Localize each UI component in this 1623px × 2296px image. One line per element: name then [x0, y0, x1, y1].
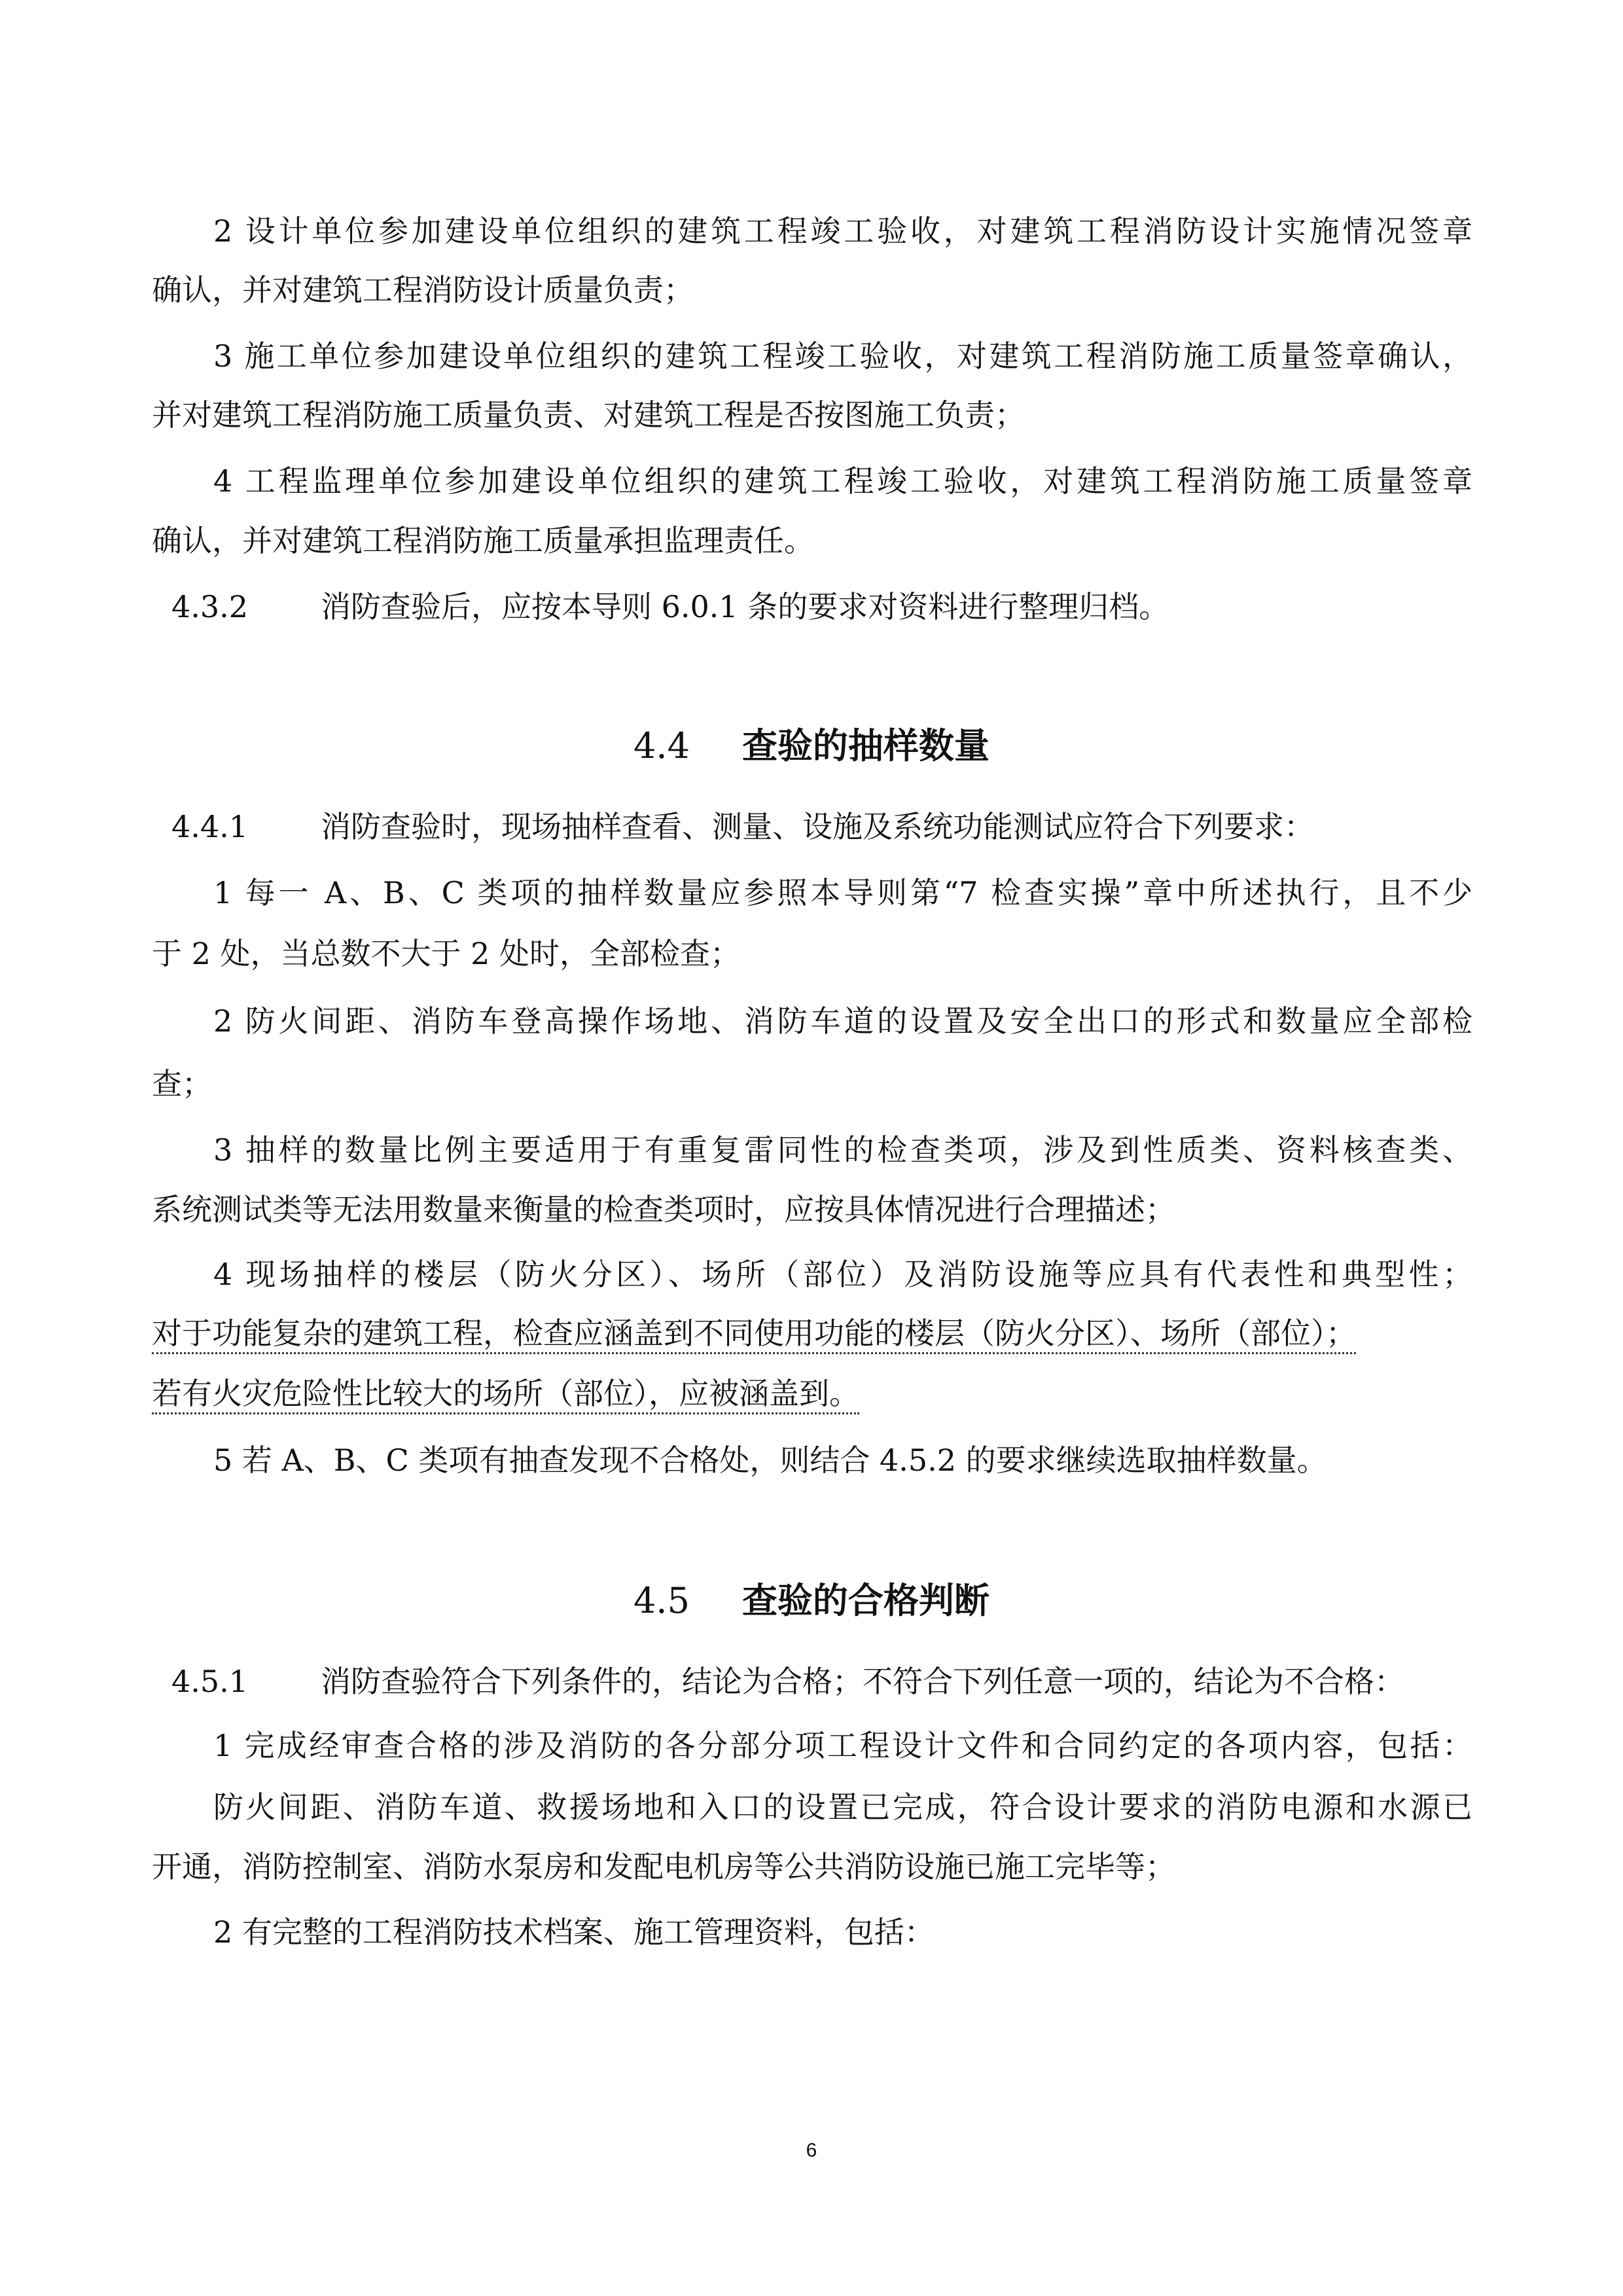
text-line: 确认，并对建筑工程消防设计质量负责；: [152, 272, 694, 308]
clause-4-3-2: [171, 587, 1169, 626]
text-line: 开通，消防控制室、消防水泵房和发配电机房等公共消防设施已施工完毕等；: [152, 1849, 1175, 1884]
text-line-underlined: [152, 1314, 1356, 1353]
clause-text: 消防查验时，现场抽样查看、测量、设施及系统功能测试应符合下列要求：: [321, 809, 1314, 844]
text-line: 系统测试类等无法用数量来衡量的检查类项时，应按具体情况进行合理描述；: [152, 1192, 1175, 1227]
text-line: 1 完成经审查合格的涉及消防的各分部分项工程设计文件和合同约定的各项内容，包括：: [213, 1728, 1472, 1763]
section-heading-4-4: [0, 723, 1623, 770]
text-line: 并对建筑工程消防施工质量负责、对建筑工程是否按图施工负责；: [152, 397, 1025, 433]
dotted-underline-text: 对于功能复杂的建筑工程，检查应涵盖到不同使用功能的楼层（防火分区）、场所（部位）；: [152, 1316, 1356, 1354]
text-line-underlined: [152, 1374, 859, 1413]
text-line: 2 防火间距、消防车登高操作场地、消防车道的设置及安全出口的形式和数量应全部检: [213, 1003, 1472, 1039]
section-number: 4.5: [633, 1580, 690, 1621]
text-line: 5 若 A、B、C 类项有抽查发现不合格处，则结合 4.5.2 的要求继续选取抽样数量。: [213, 1443, 1327, 1478]
page-number: 6: [806, 2140, 817, 2161]
clause-number: 4.3.2: [171, 589, 249, 624]
text-line: 2 有完整的工程消防技术档案、施工管理资料，包括：: [213, 1914, 935, 1950]
text-line: 确认，并对建筑工程消防施工质量承担监理责任。: [152, 523, 814, 558]
text-line: 4 现场抽样的楼层（防火分区）、场所（部位）及消防设施等应具有代表性和典型性；: [213, 1257, 1472, 1292]
text-line: 查；: [152, 1066, 212, 1102]
clause-number: 4.4.1: [171, 809, 249, 844]
text-line: 1 每一 A、B、C 类项的抽样数量应参照本导则第“7 检查实操”章中所述执行，且不少: [213, 875, 1472, 910]
clause-text: 消防查验符合下列条件的，结论为合格；不符合下列任意一项的，结论为不合格：: [321, 1664, 1404, 1699]
clause-4-4-1: [171, 807, 1314, 846]
section-title: 查验的合格判断: [741, 1580, 990, 1621]
section-number: 4.4: [633, 725, 690, 766]
text-line: 防火间距、消防车道、救援场地和入口的设置已完成，符合设计要求的消防电源和水源已: [213, 1789, 1472, 1825]
dotted-underline-text: 若有火灾危险性比较大的场所（部位），应被涵盖到。: [152, 1376, 859, 1414]
text-line: 于 2 处，当总数不大于 2 处时，全部检查；: [152, 936, 741, 971]
section-heading-4-5: [0, 1577, 1623, 1624]
text-line: 3 施工单位参加建设单位组织的建筑工程竣工验收，对建筑工程消防施工质量签章确认，: [213, 338, 1472, 374]
clause-text: 消防查验后，应按本导则 6.0.1 条的要求对资料进行整理归档。: [321, 589, 1169, 624]
text-line: 2 设计单位参加建设单位组织的建筑工程竣工验收，对建筑工程消防设计实施情况签章: [213, 213, 1472, 249]
text-line: 4 工程监理单位参加建设单位组织的建筑工程竣工验收，对建筑工程消防施工质量签章: [213, 463, 1472, 499]
section-title: 查验的抽样数量: [741, 725, 990, 766]
clause-number: 4.5.1: [171, 1664, 249, 1699]
clause-4-5-1: [171, 1662, 1404, 1701]
text-line: 3 抽样的数量比例主要适用于有重复雷同性的检查类项，涉及到性质类、资料核查类、: [213, 1132, 1472, 1168]
